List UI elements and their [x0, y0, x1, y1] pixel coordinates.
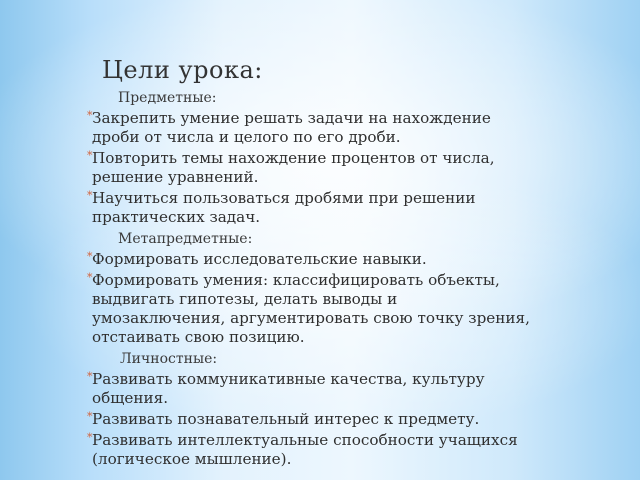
slide-title: Цели урока: [102, 56, 263, 84]
goals-content [87, 88, 532, 471]
list-item [87, 250, 532, 269]
list-item-text: Формировать умения: классифицировать объекты, выдвигать гипотезы, делать выводы и умозаключения, аргументировать свою точку зрения, отстаивать свою позицию. [92, 271, 530, 346]
metasubject-goals-list [87, 250, 532, 347]
section-heading-subject: Предметные: [118, 90, 217, 106]
list-item-text: Формировать исследовательские навыки. [92, 250, 427, 268]
list-item [87, 370, 532, 408]
asterisk-bullet-icon: * [87, 431, 93, 444]
list-item-text: Повторить темы нахождение процентов от числа, решение уравнений. [92, 149, 495, 186]
section-heading-personal: Личностные: [120, 351, 218, 367]
list-item-text: Развивать коммуникативные качества, культуру общения. [92, 370, 485, 407]
personal-goals-list [87, 370, 532, 469]
asterisk-bullet-icon: * [87, 149, 93, 162]
asterisk-bullet-icon: * [87, 410, 93, 423]
asterisk-bullet-icon: * [87, 271, 93, 284]
list-item [87, 271, 532, 347]
list-item [87, 431, 532, 469]
asterisk-bullet-icon: * [87, 109, 93, 122]
asterisk-bullet-icon: * [87, 189, 93, 202]
list-item [87, 410, 532, 429]
asterisk-bullet-icon: * [87, 250, 93, 263]
list-item-text: Развивать интеллектуальные способности учащихся (логическое мышление). [92, 431, 518, 468]
list-item-text: Научиться пользоваться дробями при решении практических задач. [92, 189, 476, 226]
section-heading-metasubject: Метапредметные: [118, 231, 253, 247]
list-item-text: Развивать познавательный интерес к предмету. [92, 410, 480, 428]
asterisk-bullet-icon: * [87, 370, 93, 383]
list-item [87, 109, 532, 147]
list-item [87, 149, 532, 187]
list-item [87, 189, 532, 227]
list-item-text: Закрепить умение решать задачи на нахождение дроби от числа и целого по его дроби. [92, 109, 491, 146]
subject-goals-list [87, 109, 532, 227]
